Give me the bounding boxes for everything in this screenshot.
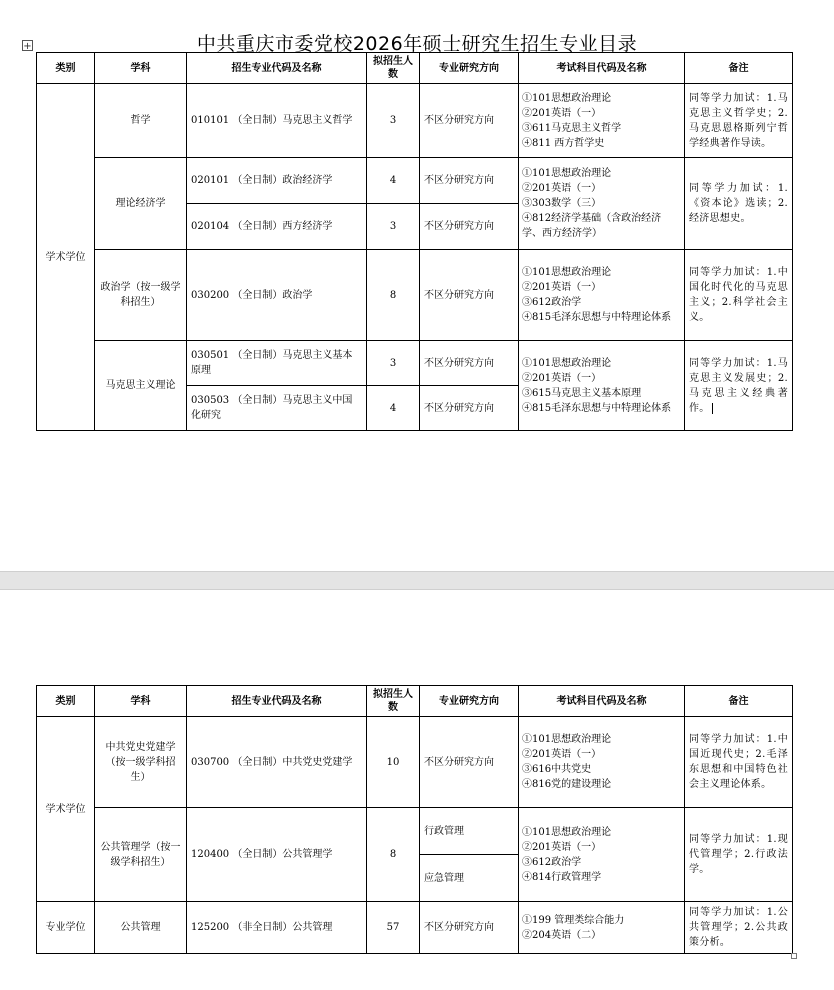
note-cell: 同等学力加试：1.马克思主义哲学史；2.马克思恩格斯列宁哲学经典著作导读。 [685, 84, 793, 158]
major-cell: 030501 （全日制）马克思主义基本原理 [187, 341, 367, 386]
exam-item: ④815毛泽东思想与中特理论体系 [522, 312, 672, 323]
exam-cell [519, 250, 685, 341]
exam-item: ②204英语（二） [522, 929, 602, 941]
exam-item: ②201英语（一） [522, 841, 602, 853]
quota-cell: 4 [367, 158, 420, 204]
exam-item: ③612政治学 [522, 297, 582, 308]
header-exam: 考试科目代码及名称 [519, 686, 685, 717]
exam-item: ①101思想政治理论 [522, 92, 612, 104]
subject-cell: 哲学 [95, 84, 187, 158]
direction-cell: 不区分研究方向 [420, 250, 519, 341]
major-cell: 010101 （全日制）马克思主义哲学 [187, 84, 367, 158]
direction-cell: 不区分研究方向 [420, 717, 519, 808]
note-cell: 同等学力加试：1.《资本论》选读；2.经济思想史。 [685, 158, 793, 250]
direction-cell: 不区分研究方向 [420, 902, 519, 954]
direction-cell: 不区分研究方向 [420, 341, 519, 386]
table-row [37, 717, 793, 808]
quota-cell: 3 [367, 341, 420, 386]
note-cell: 同等学力加试：1.中国化时代化的马克思主义；2.科学社会主义。 [685, 250, 793, 341]
quota-cell: 3 [367, 84, 420, 158]
note-cell: 同等学力加试：1.公共管理学；2.公共政策分析。 [685, 902, 793, 954]
direction-cell: 不区分研究方向 [420, 84, 519, 158]
exam-cell [519, 84, 685, 158]
major-cell: 030503 （全日制）马克思主义中国化研究 [187, 386, 367, 431]
header-note: 备注 [685, 53, 793, 84]
exam-item: ②201英语（一） [522, 372, 602, 384]
exam-item: ④812经济学基础（含政治经济学、西方经济学） [522, 213, 662, 239]
exam-item: ①101思想政治理论 [522, 826, 612, 838]
catalog-table-page-2 [36, 685, 793, 954]
major-cell: 020101 （全日制）政治经济学 [187, 158, 367, 204]
note-text: 同等学力加试：1.马克思主义发展史；2.马克思主义经典著作。 [689, 357, 788, 414]
exam-item: ④814行政管理学 [522, 871, 602, 883]
header-subject: 学科 [95, 53, 187, 84]
header-subject: 学科 [95, 686, 187, 717]
quota-cell: 8 [367, 808, 420, 902]
exam-item: ②201英语（一） [522, 183, 602, 194]
major-cell: 020104 （全日制）西方经济学 [187, 204, 367, 250]
category-cell: 学术学位 [37, 717, 95, 902]
direction-cell: 不区分研究方向 [420, 158, 519, 204]
exam-item: ④811 西方哲学史 [522, 137, 605, 149]
exam-item: ④816党的建设理论 [522, 779, 612, 790]
subject-cell: 公共管理 [95, 902, 187, 954]
category-cell: 专业学位 [37, 902, 95, 954]
exam-item: ②201英语（一） [522, 749, 602, 760]
page-break-gap [0, 571, 834, 590]
table-row [37, 250, 793, 341]
table-row [37, 158, 793, 204]
category-cell: 学术学位 [37, 84, 95, 431]
note-cell: 同等学力加试：1.中国近现代史；2.毛泽东思想和中国特色社会主义理论体系。 [685, 717, 793, 808]
table-row [37, 808, 793, 855]
header-major: 招生专业代码及名称 [187, 686, 367, 717]
exam-item: ①101思想政治理论 [522, 168, 612, 179]
direction-cell: 行政管理 [420, 808, 519, 855]
table-row [37, 902, 793, 954]
exam-item: ①199 管理类综合能力 [522, 914, 625, 926]
subject-cell: 中共党史党建学（按一级学科招生） [95, 717, 187, 808]
exam-item: ①101思想政治理论 [522, 357, 612, 369]
exam-cell [519, 341, 685, 431]
table-resize-handle-icon[interactable] [791, 953, 797, 959]
subject-cell: 理论经济学 [95, 158, 187, 250]
quota-cell: 10 [367, 717, 420, 808]
table-header-row [37, 53, 793, 84]
subject-cell: 马克思主义理论 [95, 341, 187, 431]
quota-cell: 4 [367, 386, 420, 431]
exam-item: ①101思想政治理论 [522, 734, 612, 745]
exam-item: ③303数学（三） [522, 198, 602, 209]
major-cell: 120400 （全日制）公共管理学 [187, 808, 367, 902]
header-direction: 专业研究方向 [420, 686, 519, 717]
direction-cell: 不区分研究方向 [420, 386, 519, 431]
text-cursor [712, 403, 714, 414]
subject-cell: 政治学（按一级学科招生） [95, 250, 187, 341]
exam-item: ③616中共党史 [522, 764, 592, 775]
exam-item: ②201英语（一） [522, 107, 602, 119]
header-major: 招生专业代码及名称 [187, 53, 367, 84]
exam-item: ③611马克思主义哲学 [522, 122, 622, 134]
header-quota: 拟招生人数 [367, 686, 420, 717]
exam-item: ③612政治学 [522, 856, 582, 868]
major-cell: 125200 （非全日制）公共管理 [187, 902, 367, 954]
header-note: 备注 [685, 686, 793, 717]
direction-cell: 应急管理 [420, 855, 519, 902]
exam-item: ④815毛泽东思想与中特理论体系 [522, 402, 672, 414]
table-header-row [37, 686, 793, 717]
exam-item: ①101思想政治理论 [522, 267, 612, 278]
header-category: 类别 [37, 53, 95, 84]
header-exam: 考试科目代码及名称 [519, 53, 685, 84]
quota-cell: 8 [367, 250, 420, 341]
catalog-table-page-1 [36, 52, 793, 431]
exam-cell [519, 808, 685, 902]
exam-cell [519, 717, 685, 808]
exam-item: ②201英语（一） [522, 282, 602, 293]
exam-cell [519, 158, 685, 250]
table-row [37, 84, 793, 158]
major-cell: 030200 （全日制）政治学 [187, 250, 367, 341]
page-title: 中共重庆市委党校2026年硕士研究生招生专业目录 [196, 33, 638, 55]
exam-cell [519, 902, 685, 954]
quota-cell: 3 [367, 204, 420, 250]
subject-cell: 公共管理学（按一级学科招生） [95, 808, 187, 902]
note-cell: 同等学力加试：1.现代管理学；2.行政法学。 [685, 808, 793, 902]
direction-cell: 不区分研究方向 [420, 204, 519, 250]
header-direction: 专业研究方向 [420, 53, 519, 84]
exam-item: ③615马克思主义基本原理 [522, 387, 642, 399]
major-cell: 030700 （全日制）中共党史党建学 [187, 717, 367, 808]
header-category: 类别 [37, 686, 95, 717]
quota-cell: 57 [367, 902, 420, 954]
note-cell[interactable] [685, 341, 793, 431]
table-move-handle-icon[interactable]: + [23, 41, 32, 52]
table-row [37, 341, 793, 386]
header-quota: 拟招生人数 [367, 53, 420, 84]
